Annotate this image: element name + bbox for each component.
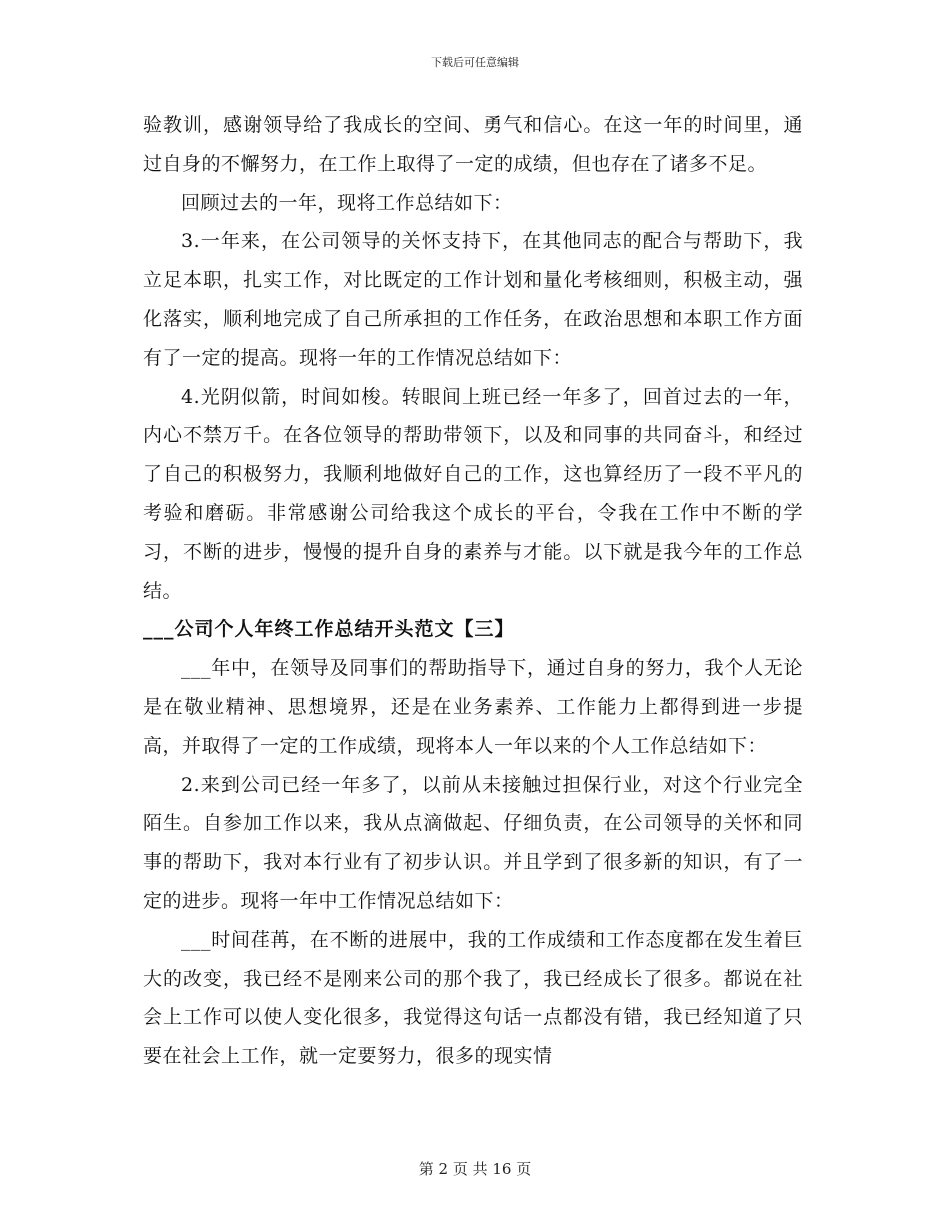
header-note: 下载后可任意编辑: [431, 56, 519, 69]
paragraph: 2.来到公司已经一年多了，以前从未接触过担保行业，对这个行业完全陌生。自参加工作以来，我从点滴做起、仔细负责，在公司领导的关怀和同事的帮助下，我对本行业有了初步认识。并且学到了很多新的知识，有了一定的进步。现将一年中工作情况总结如下：: [143, 773, 803, 912]
section-heading: ___公司个人年终工作总结开头范文【三】: [143, 618, 515, 641]
page-number: 第 2 页 共 16 页: [418, 1160, 532, 1178]
document-body: [143, 106, 803, 1076]
paragraph: 4.光阴似箭，时间如梭。转眼间上班已经一年多了，回首过去的一年，内心不禁万千。在各位领导的帮助带领下，以及和同事的共同奋斗，和经过了自己的积极努力，我顺利地做好自己的工作，这也算经历了一段不平凡的考验和磨砺。非常感谢公司给我这个成长的平台，令我在工作中不断的学习，不断的进步，慢慢的提升自身的素养与才能。以下就是我今年的工作总结。: [143, 385, 803, 602]
paragraph: 3.一年来，在公司领导的关怀支持下，在其他同志的配合与帮助下，我立足本职，扎实工作，对比既定的工作计划和量化考核细则，积极主动，强化落实，顺利地完成了自己所承担的工作任务，在政治思想和本职工作方面有了一定的提高。现将一年的工作情况总结如下：: [143, 230, 803, 369]
paragraph: 回顾过去的一年，现将工作总结如下：: [181, 191, 513, 214]
paragraph: ___时间荏苒，在不断的进展中，我的工作成绩和工作态度都在发生着巨大的改变，我已经不是刚来公司的那个我了，我已经成长了很多。都说在社会上工作可以使人变化很多，我觉得这句话一点都没有错，我已经知道了只要在社会上工作，就一定要努力，很多的现实情: [143, 928, 803, 1068]
paragraph: 验教训，感谢领导给了我成长的空间、勇气和信心。在这一年的时间里，通过自身的不懈努力，在工作上取得了一定的成绩，但也存在了诸多不足。: [143, 114, 803, 175]
paragraph: ___年中，在领导及同事们的帮助指导下，通过自身的努力，我个人无论是在敬业精神、思想境界，还是在业务素养、工作能力上都得到进一步提高，并取得了一定的工作成绩，现将本人一年以来的个人工作总结如下：: [143, 657, 803, 757]
